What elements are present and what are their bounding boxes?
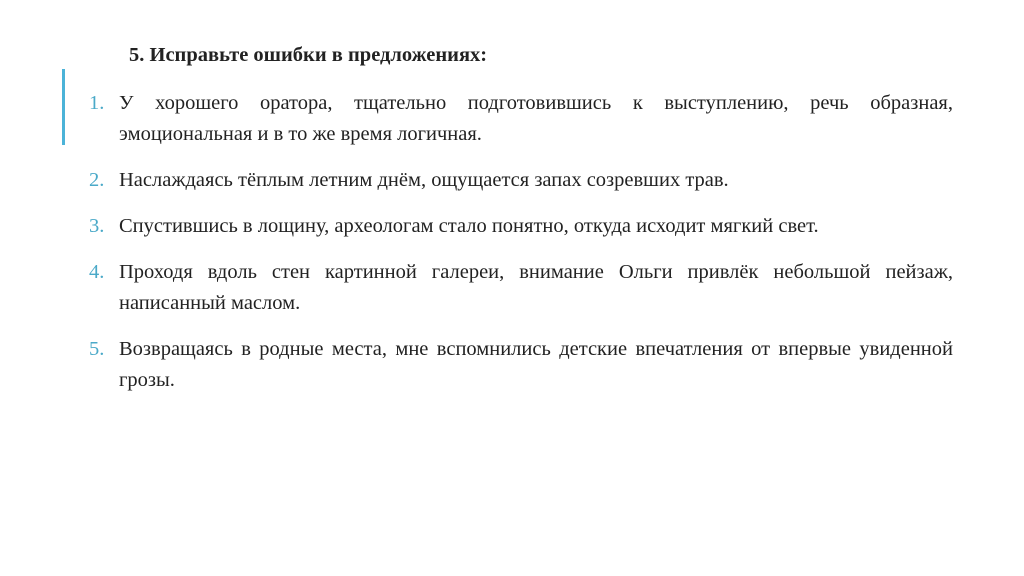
- task-list: [80, 88, 953, 411]
- list-item: [80, 211, 953, 242]
- list-item-text: У хорошего оратора, тщательно подготовившись к выступлению, речь образная, эмоциональная и в то же время логичная.: [119, 92, 953, 145]
- list-item: [80, 165, 953, 196]
- list-item-number: 2.: [89, 169, 105, 191]
- list-item-text: Наслаждаясь тёплым летним днём, ощущается запах созревших трав.: [119, 169, 729, 191]
- list-item: [80, 334, 953, 396]
- list-item-number: 4.: [89, 261, 105, 283]
- list-item-text: Возвращаясь в родные места, мне вспомнились детские впечатления от впервые увиденной грозы.: [119, 338, 953, 391]
- list-item-text: Проходя вдоль стен картинной галереи, внимание Ольги привлёк небольшой пейзаж, написанный маслом.: [119, 261, 953, 314]
- list-item-text: Спустившись в лощину, археологам стало понятно, откуда исходит мягкий свет.: [119, 215, 819, 237]
- list-item-number: 1.: [89, 92, 105, 114]
- accent-bar: [62, 69, 65, 145]
- list-item: [80, 257, 953, 319]
- list-item-number: 5.: [89, 338, 105, 360]
- list-item-number: 3.: [89, 215, 105, 237]
- slide-title: 5. Исправьте ошибки в предложениях:: [129, 44, 488, 66]
- list-item: [80, 88, 953, 150]
